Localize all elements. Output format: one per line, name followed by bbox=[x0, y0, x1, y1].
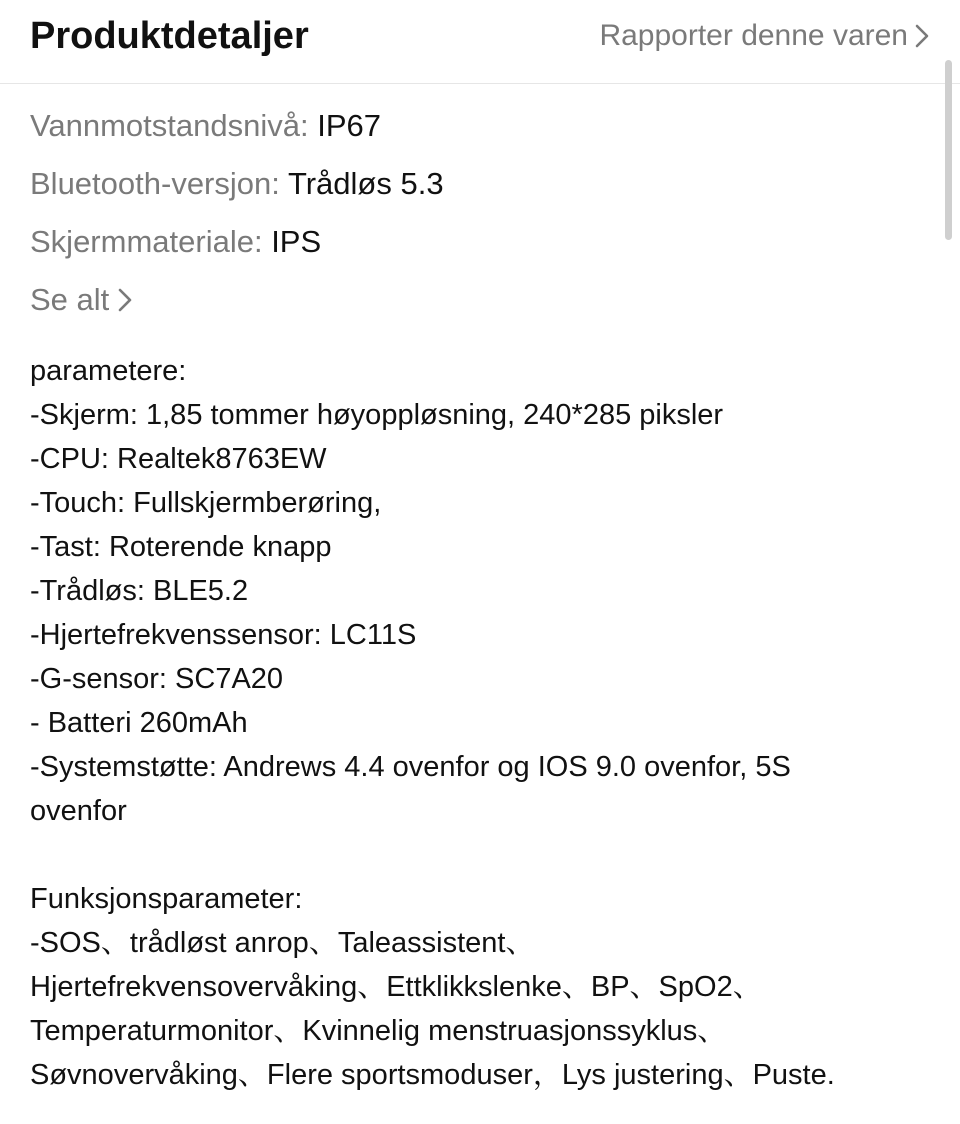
report-item-link[interactable] bbox=[599, 18, 930, 54]
attribute-value: Trådløs 5.3 bbox=[287, 166, 444, 201]
attribute-row-screen-material bbox=[30, 220, 910, 278]
attribute-label: Bluetooth-versjon: bbox=[30, 166, 280, 201]
param-line: -CPU: Realtek8763EW bbox=[30, 443, 327, 475]
scrollbar[interactable] bbox=[945, 60, 952, 240]
paragraph-spacer bbox=[30, 833, 920, 877]
function-line: -SOS、trådløst anrop、Taleassistent、 bbox=[30, 927, 535, 959]
function-line: Temperaturmonitor、Kvinnelig menstruasjonssyklus、 bbox=[30, 1015, 727, 1047]
product-description bbox=[30, 349, 920, 1097]
attribute-row-water-resistance bbox=[30, 104, 910, 162]
attribute-value: IP67 bbox=[317, 108, 381, 143]
report-item-label: Rapporter denne varen bbox=[599, 19, 908, 52]
param-line: -Skjerm: 1,85 tommer høyoppløsning, 240*285 piksler bbox=[30, 399, 724, 431]
param-line: - Batteri 260mAh bbox=[30, 707, 248, 739]
function-line: Søvnovervåking、Flere sportsmoduser，Lys justering、Puste. bbox=[30, 1059, 835, 1091]
chevron-right-icon bbox=[117, 287, 133, 313]
chevron-right-icon bbox=[914, 23, 930, 49]
page-title: Produktdetaljer bbox=[30, 15, 309, 57]
param-line: -Hjertefrekvenssensor: LC11S bbox=[30, 619, 417, 651]
param-line: -Systemstøtte: Andrews 4.4 ovenfor og IOS 9.0 ovenfor, 5S bbox=[30, 751, 791, 783]
param-line: -G-sensor: SC7A20 bbox=[30, 663, 284, 695]
params-heading: parametere: bbox=[30, 355, 187, 387]
param-line: -Trådløs: BLE5.2 bbox=[30, 575, 249, 607]
param-line: -Tast: Roterende knapp bbox=[30, 531, 332, 563]
param-line: ovenfor bbox=[30, 795, 127, 827]
param-line: -Touch: Fullskjermberøring, bbox=[30, 487, 382, 519]
attribute-value: IPS bbox=[271, 224, 322, 259]
attribute-label: Skjermmateriale: bbox=[30, 224, 263, 259]
attribute-label: Vannmotstandsnivå: bbox=[30, 108, 309, 143]
function-line: Hjertefrekvensovervåking、Ettklikkslenke、BP、SpO2、 bbox=[30, 971, 762, 1003]
see-all-button[interactable] bbox=[30, 278, 133, 322]
attribute-row-bluetooth bbox=[30, 162, 910, 220]
function-heading: Funksjonsparameter: bbox=[30, 883, 303, 915]
header bbox=[0, 0, 960, 84]
product-attributes bbox=[30, 104, 910, 322]
see-all-label: Se alt bbox=[30, 282, 110, 317]
